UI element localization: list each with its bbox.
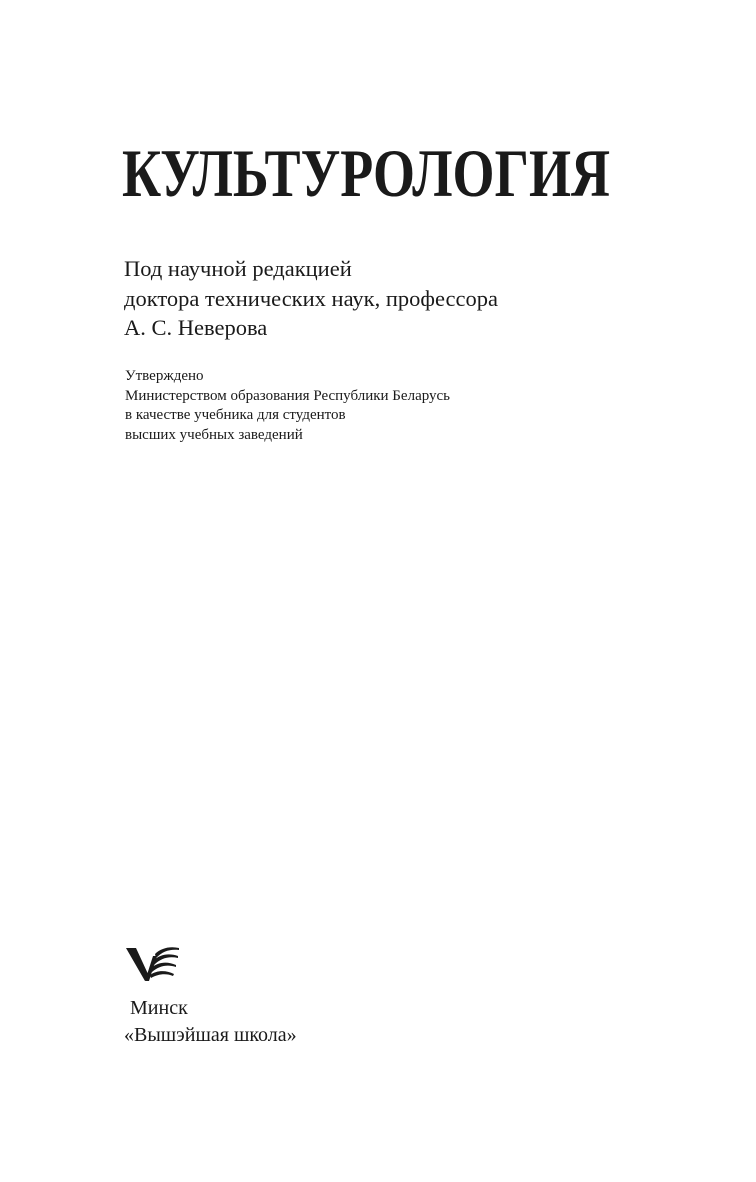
book-title (122, 126, 612, 210)
approval-line: Министерством образования Республики Беларусь (125, 387, 451, 404)
book-title-graphic (122, 126, 612, 210)
publisher-imprint (124, 995, 297, 1049)
publisher-name: «Вышэйшая школа» (124, 1024, 297, 1046)
approval-line: в качестве учебника для студентов (125, 407, 346, 423)
publisher-city: Минск (130, 997, 188, 1019)
editorial-block (124, 254, 498, 343)
publisher-logo-graphic (124, 944, 180, 984)
editor-name: А. С. Неверова (124, 315, 268, 340)
approval-line: Утверждено (125, 368, 204, 384)
approval-line: высших учебных заведений (125, 426, 303, 443)
book-title-text: КУЛЬТУРОЛОГИЯ (122, 135, 610, 211)
approval-block (125, 367, 450, 445)
publisher-logo-icon (124, 944, 180, 984)
editorial-line: доктора технических наук, профессора (124, 285, 498, 311)
editorial-line: Под научной редакцией (124, 256, 352, 281)
